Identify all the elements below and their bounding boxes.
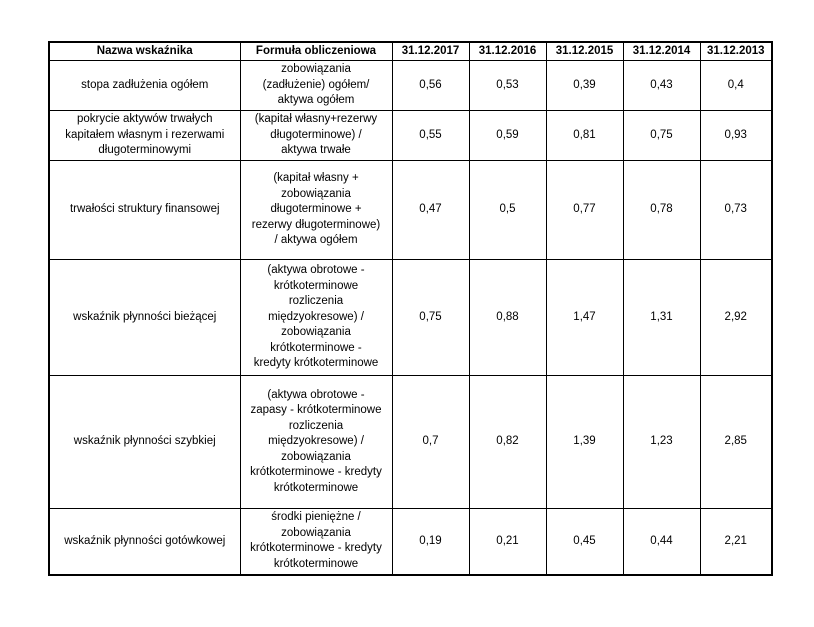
- header-date-2015: 31.12.2015: [546, 42, 623, 61]
- value-2014: 0,78: [623, 161, 700, 260]
- header-indicator-name: Nazwa wskaźnika: [49, 42, 240, 61]
- value-2013: 0,93: [700, 111, 772, 161]
- value-2015: 0,77: [546, 161, 623, 260]
- value-2017: 0,19: [392, 509, 469, 575]
- value-2017: 0,47: [392, 161, 469, 260]
- table-row: [49, 111, 772, 161]
- indicators-table: [48, 41, 773, 576]
- indicator-formula: (kapitał własny + zobowiązania długoterminowe + rezerwy długoterminowe) / aktywa ogółem: [240, 161, 392, 260]
- indicator-formula: zobowiązania (zadłużenie) ogółem/ aktywa ogółem: [240, 61, 392, 111]
- indicator-name: pokrycie aktywów trwałych kapitałem własnym i rezerwami długoterminowymi: [49, 111, 240, 161]
- indicator-name: wskaźnik płynności szybkiej: [49, 376, 240, 509]
- value-2016: 0,21: [469, 509, 546, 575]
- value-2013: 2,21: [700, 509, 772, 575]
- indicator-formula: (aktywa obrotowe - zapasy - krótkoterminowe rozliczenia międzyokresowe) / zobowiązania krótkoterminowe - kredyty krótkoterminowe: [240, 376, 392, 509]
- value-2017: 0,7: [392, 376, 469, 509]
- indicator-name: trwałości struktury finansowej: [49, 161, 240, 260]
- value-2013: 2,85: [700, 376, 772, 509]
- value-2015: 0,39: [546, 61, 623, 111]
- value-2014: 1,31: [623, 260, 700, 376]
- value-2017: 0,75: [392, 260, 469, 376]
- value-2016: 0,5: [469, 161, 546, 260]
- value-2017: 0,56: [392, 61, 469, 111]
- value-2016: 0,53: [469, 61, 546, 111]
- indicator-formula: (kapitał własny+rezerwy długoterminowe) / aktywa trwałe: [240, 111, 392, 161]
- value-2013: 0,73: [700, 161, 772, 260]
- header-date-2017: 31.12.2017: [392, 42, 469, 61]
- value-2014: 0,43: [623, 61, 700, 111]
- header-formula: Formuła obliczeniowa: [240, 42, 392, 61]
- indicator-formula: środki pieniężne / zobowiązania krótkoterminowe - kredyty krótkoterminowe: [240, 509, 392, 575]
- value-2015: 1,39: [546, 376, 623, 509]
- value-2016: 0,82: [469, 376, 546, 509]
- value-2014: 0,75: [623, 111, 700, 161]
- table-row: [49, 509, 772, 575]
- value-2014: 0,44: [623, 509, 700, 575]
- value-2016: 0,88: [469, 260, 546, 376]
- indicator-formula: (aktywa obrotowe - krótkoterminowe rozliczenia międzyokresowe) / zobowiązania krótkoterminowe - kredyty krótkoterminowe: [240, 260, 392, 376]
- value-2013: 2,92: [700, 260, 772, 376]
- header-date-2013: 31.12.2013: [700, 42, 772, 61]
- value-2015: 0,81: [546, 111, 623, 161]
- table-row: [49, 161, 772, 260]
- header-date-2014: 31.12.2014: [623, 42, 700, 61]
- table-row: [49, 260, 772, 376]
- indicator-name: wskaźnik płynności bieżącej: [49, 260, 240, 376]
- value-2016: 0,59: [469, 111, 546, 161]
- value-2017: 0,55: [392, 111, 469, 161]
- value-2013: 0,4: [700, 61, 772, 111]
- header-date-2016: 31.12.2016: [469, 42, 546, 61]
- table-row: [49, 376, 772, 509]
- value-2015: 1,47: [546, 260, 623, 376]
- value-2015: 0,45: [546, 509, 623, 575]
- value-2014: 1,23: [623, 376, 700, 509]
- indicator-name: wskaźnik płynności gotówkowej: [49, 509, 240, 575]
- table-row: [49, 61, 772, 111]
- indicator-name: stopa zadłużenia ogółem: [49, 61, 240, 111]
- header-row: [49, 42, 772, 61]
